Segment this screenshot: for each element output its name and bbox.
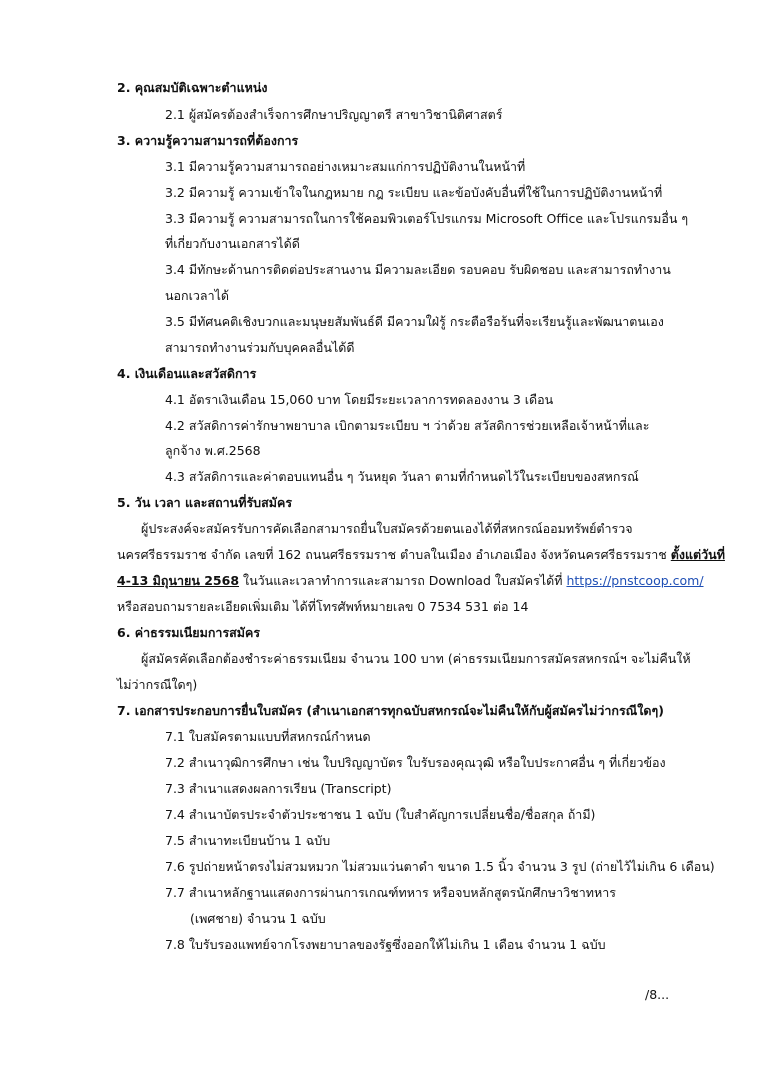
item-4-2-cont: ลูกจ้าง พ.ศ.2568 <box>165 443 261 458</box>
section-7-heading: 7. เอกสารประกอบการยื่นใบสมัคร (สำเนาเอกสารทุกฉบับสหกรณ์จะไม่คืนให้กับผู้สมัครไม่ว่ากรณีใดๆ) <box>117 703 664 718</box>
section-5-line-2 <box>117 547 725 563</box>
section-6-line-1: ผู้สมัครคัดเลือกต้องชำระค่าธรรมเนียม จำนวน 100 บาท (ค่าธรรมเนียมการสมัครสหกรณ์ฯ จะไม่คืนให้ <box>141 651 691 666</box>
section-6-heading: 6. ค่าธรรมเนียมการสมัคร <box>117 625 261 640</box>
item-3-3-cont: ที่เกี่ยวกับงานเอกสารได้ดี <box>165 236 300 251</box>
item-2-1: 2.1 ผู้สมัครต้องสำเร็จการศึกษาปริญญาตรี สาขาวิชานิติศาสตร์ <box>165 107 503 122</box>
open-date-start: ตั้งแต่วันที่ <box>670 547 725 562</box>
item-7-2: 7.2 สำเนาวุฒิการศึกษา เช่น ใบปริญญาบัตร ใบรับรองคุณวุฒิ หรือใบประกาศอื่น ๆ ที่เกี่ยวข้อง <box>165 755 666 770</box>
section-6-line-2: ไม่ว่ากรณีใดๆ) <box>117 677 198 692</box>
item-3-4: 3.4 มีทักษะด้านการติดต่อประสานงาน มีความละเอียด รอบคอบ รับผิดชอบ และสามารถทำงาน <box>165 262 671 277</box>
item-7-3: 7.3 สำเนาแสดงผลการเรียน (Transcript) <box>165 781 392 796</box>
item-7-1: 7.1 ใบสมัครตามแบบที่สหกรณ์กำหนด <box>165 729 371 744</box>
item-7-7-cont: (เพศชาย) จำนวน 1 ฉบับ <box>190 911 326 926</box>
item-4-1: 4.1 อัตราเงินเดือน 15,060 บาท โดยมีระยะเวลาการทดลองงาน 3 เดือน <box>165 392 554 407</box>
section-4-heading: 4. เงินเดือนและสวัสดิการ <box>117 366 257 381</box>
item-3-3: 3.3 มีความรู้ ความสามารถในการใช้คอมพิวเตอร์โปรแกรม Microsoft Office และโปรแกรมอื่น ๆ <box>165 211 689 226</box>
section-3-heading: 3. ความรู้ความสามารถที่ต้องการ <box>117 133 299 148</box>
section-5-line-4: หรือสอบถามรายละเอียดเพิ่มเติม ได้ที่โทรศัพท์หมายเลข 0 7534 531 ต่อ 14 <box>117 599 529 614</box>
page-continuation-ref: /8... <box>645 987 670 1002</box>
section-5-heading: 5. วัน เวลา และสถานที่รับสมัคร <box>117 495 293 510</box>
item-3-2: 3.2 มีความรู้ ความเข้าใจในกฎหมาย กฎ ระเบียบ และข้อบังคับอื่นที่ใช้ในการปฏิบัติงานหน้าที่ <box>165 185 663 200</box>
item-3-5-cont: สามารถทำงานร่วมกับบุคคลอื่นได้ดี <box>165 340 355 355</box>
item-7-7: 7.7 สำเนาหลักฐานแสดงการผ่านการเกณฑ์ทหาร หรือจบหลักสูตรนักศึกษาวิชาทหาร <box>165 885 616 900</box>
website-link[interactable]: https://pnstcoop.com/ <box>566 573 704 588</box>
item-4-3: 4.3 สวัสดิการและค่าตอบแทนอื่น ๆ วันหยุด วันลา ตามที่กำหนดไว้ในระเบียบของสหกรณ์ <box>165 469 639 484</box>
open-date-range: 4-13 มิถุนายน 2568 <box>117 573 240 588</box>
item-4-2: 4.2 สวัสดิการค่ารักษาพยาบาล เบิกตามระเบียบ ฯ ว่าด้วย สวัสดิการช่วยเหลือเจ้าหน้าที่และ <box>165 418 650 433</box>
item-7-6: 7.6 รูปถ่ายหน้าตรงไม่สวมหมวก ไม่สวมแว่นตาดำ ขนาด 1.5 นิ้ว จำนวน 3 รูป (ถ่ายไว้ไม่เกิน 6 เดือน) <box>165 859 715 874</box>
item-3-1: 3.1 มีความรู้ความสามารถอย่างเหมาะสมแก่การปฏิบัติงานในหน้าที่ <box>165 159 526 174</box>
item-3-4-cont: นอกเวลาได้ <box>165 288 229 303</box>
item-7-8: 7.8 ใบรับรองแพทย์จากโรงพยาบาลของรัฐซึ่งออกให้ไม่เกิน 1 เดือน จำนวน 1 ฉบับ <box>165 937 606 952</box>
section-5-line-1: ผู้ประสงค์จะสมัครรับการคัดเลือกสามารถยื่นใบสมัครด้วยตนเองได้ที่สหกรณ์ออมทรัพย์ตำรวจ <box>141 521 633 536</box>
item-7-5: 7.5 สำเนาทะเบียนบ้าน 1 ฉบับ <box>165 833 331 848</box>
address-text: นครศรีธรรมราช จำกัด เลขที่ 162 ถนนศรีธรรมราช ตำบลในเมือง อำเภอเมือง จังหวัดนครศรีธรรมราช <box>117 547 667 562</box>
section-5-line-3 <box>117 573 704 589</box>
download-text: ในวันและเวลาทำการและสามารถ Download ใบสมัครได้ที่ <box>239 573 567 588</box>
item-7-4: 7.4 สำเนาบัตรประจำตัวประชาชน 1 ฉบับ (ใบสำคัญการเปลี่ยนชื่อ/ชื่อสกุล ถ้ามี) <box>165 807 596 822</box>
section-2-heading: 2. คุณสมบัติเฉพาะตำแหน่ง <box>117 80 268 95</box>
item-3-5: 3.5 มีทัศนคติเชิงบวกและมนุษยสัมพันธ์ดี มีความใฝ่รู้ กระตือรือร้นที่จะเรียนรู้และพัฒนาตนเอง <box>165 314 664 329</box>
